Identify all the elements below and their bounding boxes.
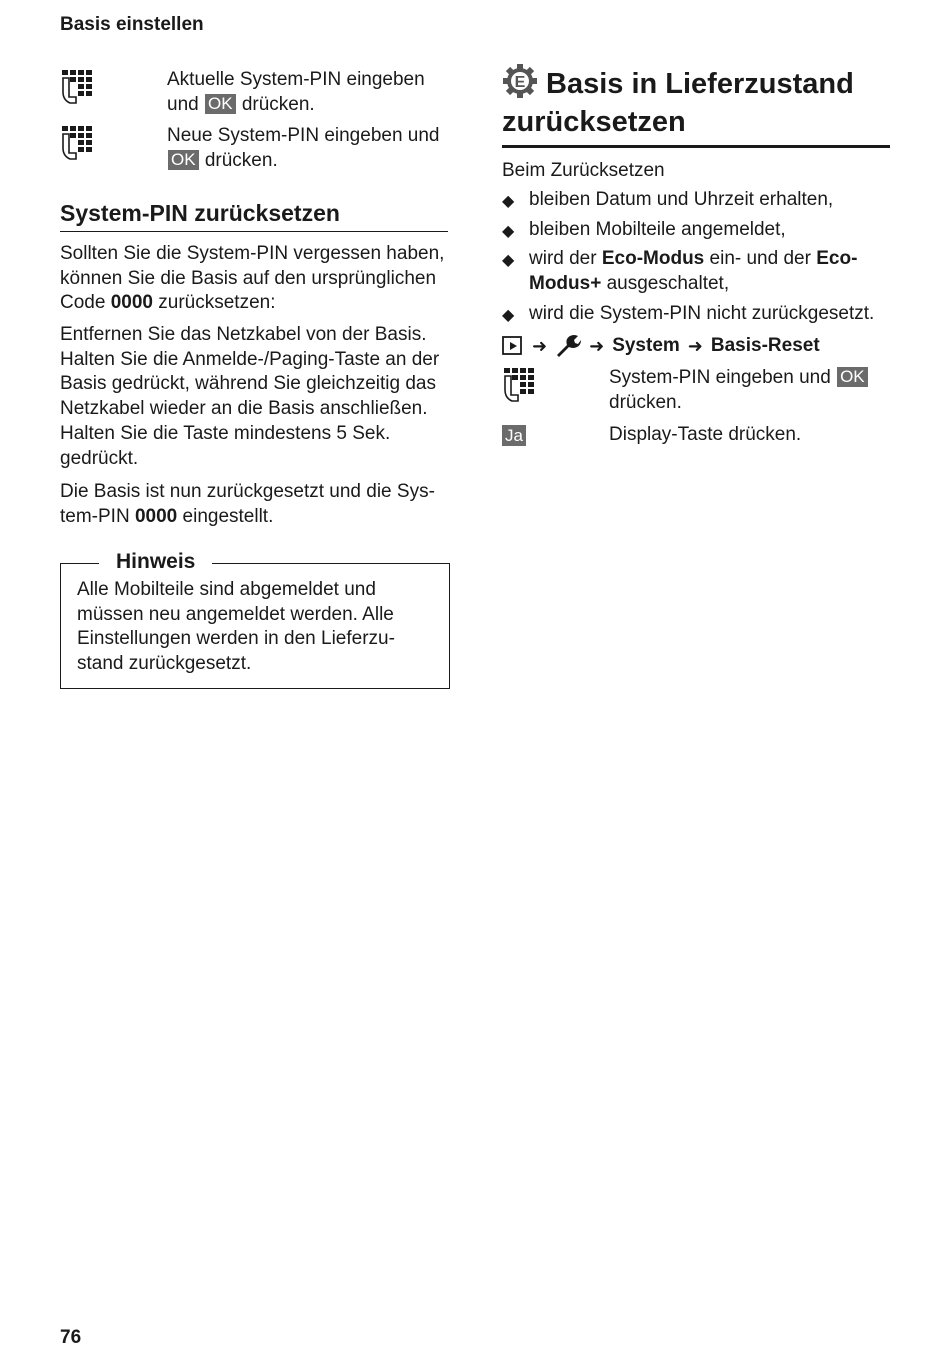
diamond-icon: ◆	[502, 222, 515, 240]
step-text: Display-Taste drücken.	[609, 424, 802, 445]
diamond-icon: ◆	[502, 252, 515, 270]
note-text: Alle Mobilteile sind abgemeldet und müssen neu angemeldet werden. Alle Einstellungen werden in den Lieferzu-stand zurückgesetzt.	[77, 579, 395, 675]
menu-item-basis-reset[interactable]: Basis-Reset	[710, 335, 820, 356]
paragraph: Die Basis ist nun zurückgesetzt und die Sys-tem-PIN 0000 eingestellt.	[60, 481, 435, 527]
list-item: ◆ wird die System-PIN nicht zurückgesetzt.	[502, 302, 894, 327]
keypad-icon	[60, 126, 94, 162]
bullet-list	[502, 188, 894, 332]
ok-softkey[interactable]: OK	[205, 94, 236, 114]
arrow-icon: ➜	[687, 335, 703, 356]
ok-softkey[interactable]: OK	[837, 367, 868, 387]
wrench-icon[interactable]	[555, 334, 581, 358]
arrow-icon: ➜	[589, 335, 605, 356]
menu-item-system[interactable]: System	[612, 335, 680, 356]
step-text: System-PIN eingeben und OK drücken.	[609, 366, 894, 415]
step-text: Aktuelle System-PIN eingeben und OK drücken.	[167, 69, 425, 115]
diamond-icon: ◆	[502, 306, 515, 324]
diamond-icon: ◆	[502, 193, 515, 210]
menu-icon[interactable]	[502, 336, 524, 356]
page-title: E Basis in Lieferzustand zurücksetzen	[502, 63, 890, 148]
intro-text: Beim Zurücksetzen	[502, 160, 665, 181]
list-item: ◆ bleiben Datum und Uhrzeit erhalten,	[502, 188, 894, 213]
keypad-icon	[502, 368, 536, 404]
step-text: Neue System-PIN eingeben und OK drücken.	[167, 125, 440, 171]
step-enter-pin	[502, 366, 894, 422]
step-current-pin	[60, 68, 450, 124]
list-item: ◆ wird der Eco-Modus ein- und der Eco-Modus+ ausgeschaltet,	[502, 248, 858, 295]
ok-softkey[interactable]: OK	[168, 150, 199, 170]
list-item: ◆ bleiben Mobilteile angemeldet,	[502, 218, 894, 243]
arrow-icon: ➜	[532, 335, 548, 356]
note-box	[60, 550, 450, 689]
page-number: 76	[60, 1327, 82, 1348]
eco-gear-icon	[502, 63, 538, 99]
running-head: Basis einstellen	[60, 14, 204, 35]
paragraph: Sollten Sie die System-PIN vergessen haben, können Sie die Basis auf den ursprünglichen Code 0000 zurücksetzen:	[60, 243, 445, 314]
keypad-icon	[60, 70, 94, 106]
paragraph: Entfernen Sie das Netzkabel von der Basis. Halten Sie die Anmelde-/Paging-Taste an der Basis gedrückt, während Sie gleichzeitig das Netzkabel wieder an die Basis anschließen. Halten Sie die Taste mindestens 5 Sek. gedrückt.	[60, 324, 440, 469]
svg-text:E: E	[514, 74, 526, 91]
ja-softkey[interactable]: Ja	[502, 425, 526, 446]
section-heading: System-PIN zurücksetzen	[60, 200, 448, 232]
step-new-pin	[60, 124, 450, 180]
note-title: Hinweis	[99, 550, 212, 574]
menu-path	[502, 334, 820, 358]
